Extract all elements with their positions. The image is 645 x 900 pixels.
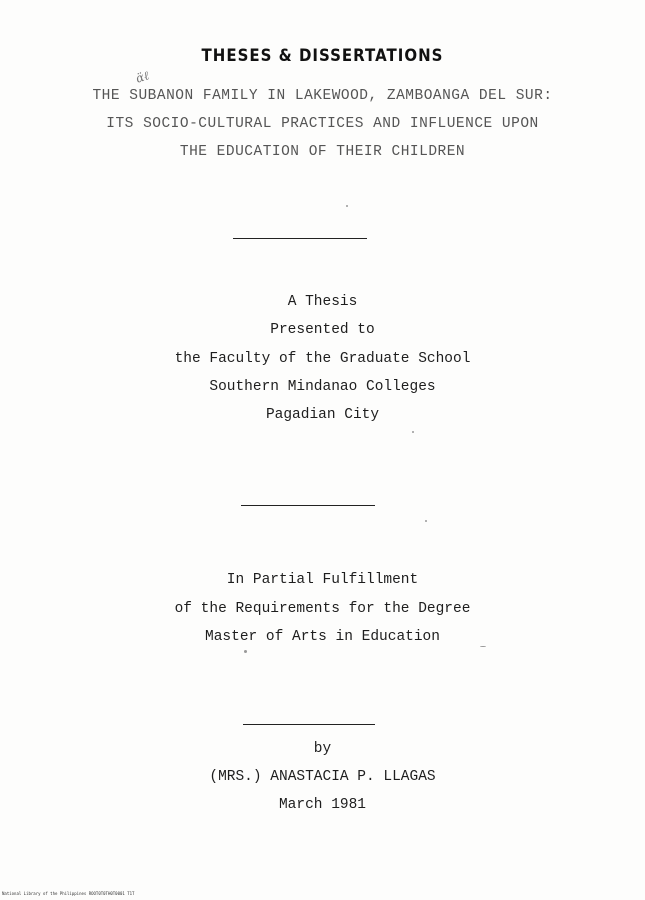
handwritten-mark-icon: ɑ̈ℓ — [134, 68, 151, 86]
by-label: by — [313, 741, 332, 757]
divider-rule-3 — [243, 724, 375, 725]
thesis-label: A Thesis — [287, 294, 358, 310]
scan-speck — [480, 646, 486, 647]
scan-speck — [244, 650, 247, 653]
presented-to-label: Presented to — [270, 322, 375, 338]
thesis-title-line-3: THE EDUCATION OF THEIR CHILDREN — [179, 144, 466, 160]
divider-rule-2 — [241, 505, 375, 506]
thesis-title-line-1: THE SUBANON FAMILY IN LAKEWOOD, ZAMBOANGA DEL SUR: — [92, 88, 553, 104]
scan-speck — [346, 205, 348, 207]
scan-speck — [412, 431, 414, 433]
requirements-line: of the Requirements for the Degree — [174, 601, 471, 617]
thesis-title-line-2: ITS SOCIO-CULTURAL PRACTICES AND INFLUENCE UPON — [106, 116, 539, 132]
degree-line: Master of Arts in Education — [205, 629, 440, 645]
submission-date: March 1981 — [278, 797, 366, 813]
partial-fulfillment-line: In Partial Fulfillment — [226, 572, 419, 588]
divider-rule-1 — [233, 238, 367, 239]
theses-dissertations-stamp: THESES & DISSERTATIONS — [201, 44, 444, 66]
library-footer: National Library of the Philippines ROOT0T0TH0T0001 T1T — [2, 891, 135, 896]
author-name: (MRS.) ANASTACIA P. LLAGAS — [209, 769, 436, 785]
city-name: Pagadian City — [265, 407, 380, 423]
scan-speck — [425, 520, 427, 522]
faculty-line: the Faculty of the Graduate School — [174, 351, 471, 367]
college-name: Southern Mindanao Colleges — [209, 379, 436, 395]
